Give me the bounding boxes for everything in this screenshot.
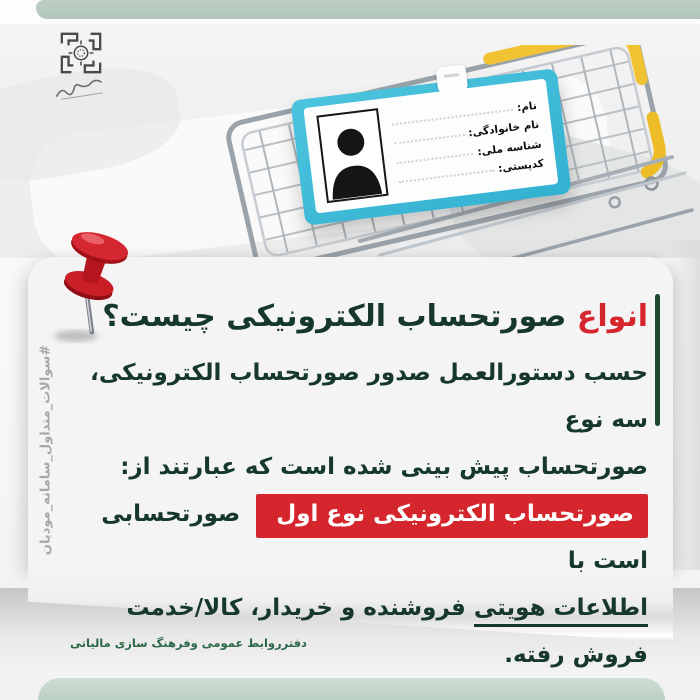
body-line-3-rest: صورتحسابی است با xyxy=(101,501,648,574)
title-rest: صورتحساب الکترونیکی چیست؟ xyxy=(102,299,567,334)
badge-field-label: نام: xyxy=(516,99,538,114)
dotted-line xyxy=(399,169,495,183)
title-accent: انواع xyxy=(576,299,648,334)
text-block xyxy=(68,292,648,679)
body-line-2: صورتحساب پیش بینی شده است که عبارتند از: xyxy=(120,454,648,480)
tax-organization-logo-icon xyxy=(58,30,104,76)
accent-line xyxy=(655,294,660,426)
underlined-term: اطلاعات هویتی xyxy=(474,595,648,627)
body-line-1: حسب دستورالعمل صدور صورتحساب الکترونیکی، سه نوع xyxy=(90,360,648,433)
red-pushpin-icon xyxy=(50,224,136,348)
body-line-3 xyxy=(68,491,648,585)
badge-field-label: شناسه ملی: xyxy=(476,138,543,158)
photo-placeholder xyxy=(316,108,388,203)
badge-inner-panel xyxy=(303,79,558,214)
badge-field-label: کدپستی: xyxy=(497,157,545,175)
badge-fields xyxy=(390,92,544,187)
badge-field-label: نام خانوادگی: xyxy=(467,118,540,140)
body-line-4 xyxy=(68,585,648,679)
body-line-4-rest: فروشنده و خریدار، کالا/خدمت فروش رفته. xyxy=(126,595,648,668)
top-sage-band xyxy=(36,0,700,19)
side-hashtag: #سوالات_متداول_سامانه_مودیان xyxy=(38,344,54,556)
footer-credit: دفترروابط عمومی وفرهنگ سازی مالیاتی xyxy=(70,636,307,650)
page-title xyxy=(68,292,648,342)
bottom-sage-band xyxy=(38,678,665,700)
highlight-badge: صورتحساب الکترونیکی نوع اول xyxy=(256,494,648,538)
person-silhouette-icon xyxy=(319,110,387,200)
